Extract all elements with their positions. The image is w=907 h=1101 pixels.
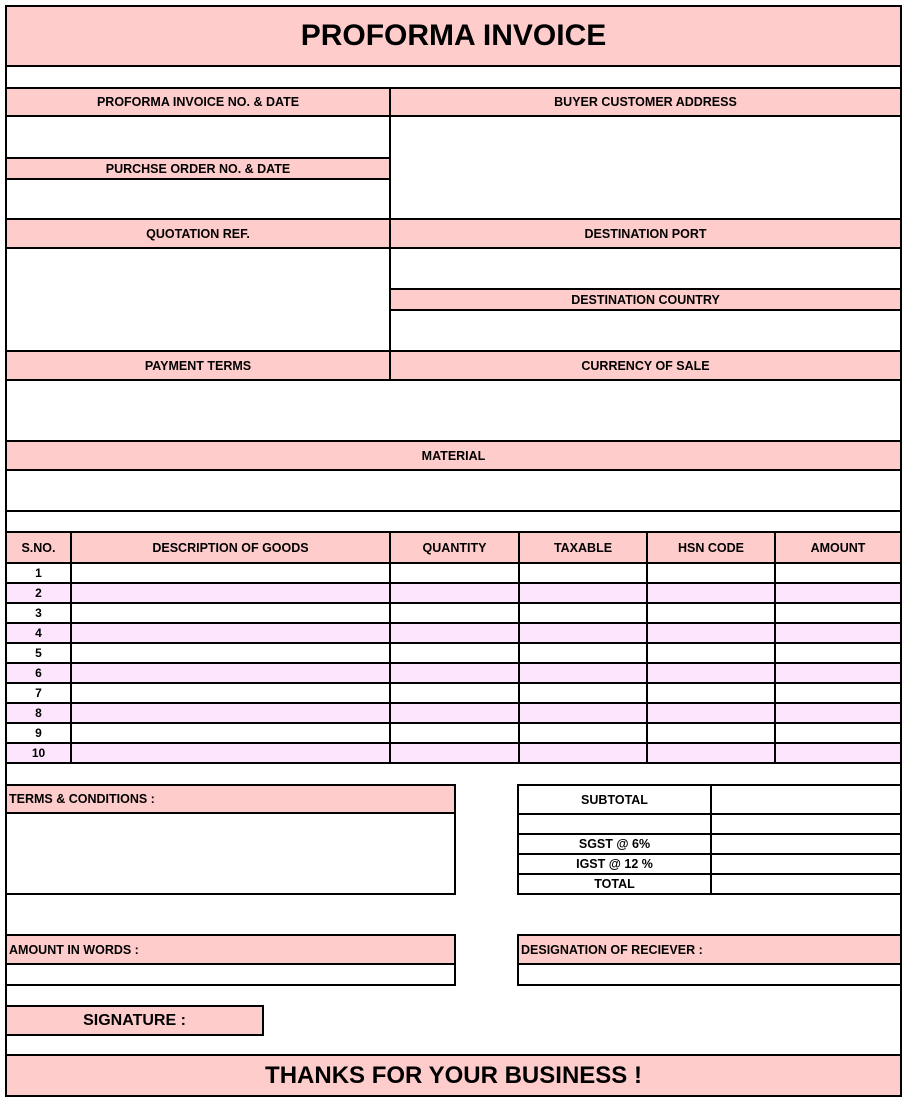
taxable-cell[interactable]: [518, 642, 648, 664]
row-number: 2: [5, 582, 72, 604]
col-header-taxable: TAXABLE: [518, 531, 648, 564]
quantity-cell[interactable]: [389, 642, 520, 664]
quantity-cell[interactable]: [389, 722, 520, 744]
totals-blank-label: [517, 813, 712, 835]
sgst-label: SGST @ 6%: [517, 833, 712, 855]
quantity-cell[interactable]: [389, 662, 520, 684]
hsn-code-cell[interactable]: [646, 662, 776, 684]
subtotal-value[interactable]: [710, 784, 902, 815]
material-label: MATERIAL: [5, 440, 902, 471]
amount-cell[interactable]: [774, 702, 902, 724]
terms-conditions-label: TERMS & CONDITIONS :: [5, 784, 456, 814]
taxable-cell[interactable]: [518, 562, 648, 584]
amount-cell[interactable]: [774, 622, 902, 644]
page-title: PROFORMA INVOICE: [5, 5, 902, 67]
row-number: 4: [5, 622, 72, 644]
amount-cell[interactable]: [774, 642, 902, 664]
igst-label: IGST @ 12 %: [517, 853, 712, 875]
row-number: 1: [5, 562, 72, 584]
proforma-no-date-label: PROFORMA INVOICE NO. & DATE: [5, 87, 391, 117]
payment-terms-label: PAYMENT TERMS: [5, 350, 391, 381]
quantity-cell[interactable]: [389, 682, 520, 704]
amount-in-words-field[interactable]: [5, 963, 456, 986]
hsn-code-cell[interactable]: [646, 622, 776, 644]
quantity-cell[interactable]: [389, 742, 520, 764]
proforma-no-date-field[interactable]: [5, 115, 391, 159]
hsn-code-cell[interactable]: [646, 582, 776, 604]
taxable-cell[interactable]: [518, 602, 648, 624]
hsn-code-cell[interactable]: [646, 702, 776, 724]
designation-field[interactable]: [517, 963, 902, 986]
total-value[interactable]: [710, 873, 902, 895]
spacer-row: [5, 510, 902, 533]
amount-cell[interactable]: [774, 562, 902, 584]
col-header-hsn-code: HSN CODE: [646, 531, 776, 564]
hsn-code-cell[interactable]: [646, 642, 776, 664]
hsn-code-cell[interactable]: [646, 602, 776, 624]
quantity-cell[interactable]: [389, 582, 520, 604]
taxable-cell[interactable]: [518, 582, 648, 604]
amount-cell[interactable]: [774, 682, 902, 704]
taxable-cell[interactable]: [518, 662, 648, 684]
col-header-description: DESCRIPTION OF GOODS: [70, 531, 391, 564]
taxable-cell[interactable]: [518, 722, 648, 744]
taxable-cell[interactable]: [518, 742, 648, 764]
amount-cell[interactable]: [774, 662, 902, 684]
subtotal-label: SUBTOTAL: [517, 784, 712, 815]
row-number: 8: [5, 702, 72, 724]
col-header-amount: AMOUNT: [774, 531, 902, 564]
description-cell[interactable]: [70, 582, 391, 604]
description-cell[interactable]: [70, 742, 391, 764]
payment-terms-field[interactable]: [5, 379, 902, 442]
terms-conditions-field[interactable]: [5, 812, 456, 895]
signature-label: SIGNATURE :: [5, 1005, 264, 1036]
hsn-code-cell[interactable]: [646, 562, 776, 584]
destination-country-label: DESTINATION COUNTRY: [389, 288, 902, 311]
row-number: 3: [5, 602, 72, 624]
amount-cell[interactable]: [774, 582, 902, 604]
buyer-address-label: BUYER CUSTOMER ADDRESS: [389, 87, 902, 117]
currency-of-sale-label: CURRENCY OF SALE: [389, 350, 902, 381]
amount-cell[interactable]: [774, 602, 902, 624]
description-cell[interactable]: [70, 642, 391, 664]
totals-blank-value[interactable]: [710, 813, 902, 835]
row-number: 7: [5, 682, 72, 704]
designation-label: DESIGNATION OF RECIEVER :: [517, 934, 902, 965]
description-cell[interactable]: [70, 682, 391, 704]
buyer-address-field[interactable]: [389, 115, 902, 220]
quantity-cell[interactable]: [389, 622, 520, 644]
amount-cell[interactable]: [774, 722, 902, 744]
igst-value[interactable]: [710, 853, 902, 875]
hsn-code-cell[interactable]: [646, 682, 776, 704]
description-cell[interactable]: [70, 602, 391, 624]
row-number: 6: [5, 662, 72, 684]
row-number: 9: [5, 722, 72, 744]
purchase-order-label: PURCHSE ORDER NO. & DATE: [5, 157, 391, 180]
row-number: 5: [5, 642, 72, 664]
spacer-row: [5, 65, 902, 89]
row-number: 10: [5, 742, 72, 764]
col-header-quantity: QUANTITY: [389, 531, 520, 564]
description-cell[interactable]: [70, 622, 391, 644]
col-header-sno: S.NO.: [5, 531, 72, 564]
description-cell[interactable]: [70, 562, 391, 584]
amount-cell[interactable]: [774, 742, 902, 764]
taxable-cell[interactable]: [518, 682, 648, 704]
destination-port-label: DESTINATION PORT: [389, 218, 902, 249]
total-label: TOTAL: [517, 873, 712, 895]
quantity-cell[interactable]: [389, 702, 520, 724]
purchase-order-field[interactable]: [5, 178, 391, 220]
material-field[interactable]: [5, 469, 902, 512]
destination-country-field[interactable]: [389, 309, 902, 352]
footer-thanks: THANKS FOR YOUR BUSINESS !: [5, 1054, 902, 1097]
hsn-code-cell[interactable]: [646, 722, 776, 744]
destination-port-field[interactable]: [389, 247, 902, 290]
sgst-value[interactable]: [710, 833, 902, 855]
hsn-code-cell[interactable]: [646, 742, 776, 764]
quotation-ref-field[interactable]: [5, 247, 391, 352]
amount-in-words-label: AMOUNT IN WORDS :: [5, 934, 456, 965]
quotation-ref-label: QUOTATION REF.: [5, 218, 391, 249]
description-cell[interactable]: [70, 662, 391, 684]
description-cell[interactable]: [70, 702, 391, 724]
taxable-cell[interactable]: [518, 622, 648, 644]
taxable-cell[interactable]: [518, 702, 648, 724]
description-cell[interactable]: [70, 722, 391, 744]
quantity-cell[interactable]: [389, 602, 520, 624]
quantity-cell[interactable]: [389, 562, 520, 584]
